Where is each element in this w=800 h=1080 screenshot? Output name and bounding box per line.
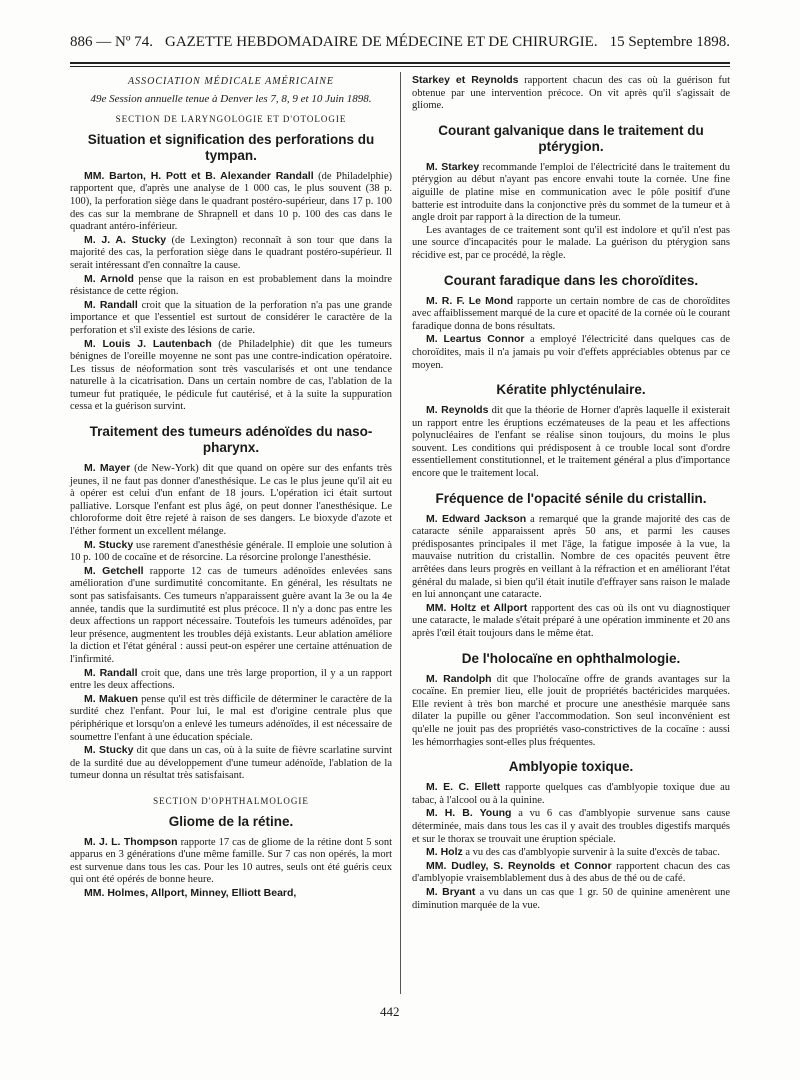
page-label: 886 — Nº 74. [70, 34, 153, 50]
speaker-names: M. Randolph [426, 672, 492, 685]
paragraph: M. Bryant a vu dans un cas que 1 gr. 50 de quinine amenèrent une diminution marquée de la vue. [412, 885, 731, 911]
paragraph: M. J. A. Stucky (de Lexington) reconnaît à son tour que dans la majorité des cas, la perforation siège dans le quadrant postéro-supérieur. Il serait intéressant d'en connaître la cause. [70, 233, 392, 271]
paragraph: M. Holz a vu des cas d'amblyopie survenir à la suite d'excès de tabac. [426, 846, 720, 859]
section-heading: SECTION D'OPHTHALMOLOGIE [153, 795, 309, 806]
article-title: Amblyopie toxique. [508, 759, 634, 775]
paragraph: M. Mayer (de New-York) dit que quand on opère sur des enfants très jeunes, il ne faut pas donner d'anesthésique. Le cas le plus jeune qu'il ait eu à opérer est celui d'un enfant de 18 jours. L'opération ici était surtout palliative. Lorsque l'enfant est plus âgé, on peut donner l'anesthésique. Le chloroforme doit être rejeté à raison de ses dangers. Le bioxyde d'azote et l'éther forment un excellent mélange. [70, 462, 392, 538]
paragraph: M. Randall croit que la situation de la perforation n'a pas une grande importance et que l'essentiel est surtout de considérer le caractère de la perforation et s'il existe des lésions de carie. [70, 298, 392, 336]
article-title: Traitement des tumeurs adénoïdes du naso-pharynx. [89, 424, 373, 456]
paragraph: MM. Barton, H. Pott et B. Alexander Randall (de Philadelphie) rapportent que, d'après une analyse de 1 000 cas, le plus souvent (38 p. 100), la perforation siège dans le quadrant postéro-supérieur, dans 17 p. 100 des cas sur la membrane de Shrapnell et dans 10 p. 100 des cas dans le quadrant antéro-inférieur. [70, 169, 392, 233]
association-title: ASSOCIATION MÉDICALE AMÉRICAINE [128, 76, 334, 87]
section-heading: SECTION DE LARYNGOLOGIE ET D'OTOLOGIE [115, 114, 347, 125]
speaker-names: Starkey et Reynolds [412, 74, 519, 86]
speaker-names: M. Stucky [84, 744, 134, 757]
speaker-names: M. Makuen [84, 692, 139, 705]
running-header [70, 34, 730, 58]
paragraph: Les avantages de ce traitement sont qu'il est indolore et qu'il n'est pas une source d'incapacités pour le malade. La guérison du ptérygion sans récidive est, par ce procédé, la règle. [412, 224, 730, 261]
paragraph: M. Stucky use rarement d'anesthésie générale. Il emploie une solution à 10 p. 100 de cocaïne et de résorcine. La résorcine prolonge l'anesthésie. [70, 538, 393, 564]
speaker-names: MM. Holtz et Allport [426, 601, 528, 614]
column-divider [400, 72, 401, 994]
issue-date: 15 Septembre 1898. [609, 34, 730, 50]
paragraph: Starkey et Reynolds rapportent chacun des cas où la guérison fut obtenue par une intervention précoce. On vit après qu'il s'agissait de gliome. [412, 74, 730, 112]
article-title: Gliome de la rétine. [168, 813, 294, 829]
speaker-names: M. Getchell [84, 564, 144, 577]
speaker-names: M. Reynolds [426, 404, 489, 417]
paragraph: M. Reynolds dit que la théorie de Horner d'après laquelle il existerait un rapport entre les éruptions eczémateuses de la peau et les affections polynucléaires de l'enfant se réalise sinon toujours, du moins le plus souvent. Les conditions qui prédisposent à ce trouble local sont d'ordre essentiellement constitutionnel, et le traitement général a plus d'importance encore que le traitement local. [412, 404, 731, 480]
article-title: De l'holocaïne en ophthalmologie. [461, 650, 681, 666]
left-column [70, 74, 392, 900]
speaker-names: M. R. F. Le Mond [426, 294, 514, 307]
paragraph: M. E. C. Ellett rapporte quelques cas d'amblyopie toxique due au tabac, à l'alcool ou à la quinine. [412, 781, 730, 806]
right-column [412, 74, 730, 912]
paragraph: M. Randall croit que, dans une très large proportion, il y a un rapport entre les deux affections. [70, 666, 392, 692]
paragraph: M. Makuen pense qu'il est très difficile de déterminer le caractère de la surdité chez l'enfant. Pour lui, le mal est d'origine centrale plus que périphérique et lorsqu'on a enlevé les tumeurs adénoïdes, il est nécessaire de soumettre l'enfant à une éducation spéciale. [70, 692, 392, 743]
article-title: Kératite phlycténulaire. [496, 382, 646, 398]
article-title: Courant galvanique dans le traitement du ptérygion. [438, 122, 704, 154]
paragraph [70, 887, 392, 901]
speaker-names: M. Randall [84, 298, 138, 311]
speaker-names: M. E. C. Ellett [426, 781, 501, 794]
journal-title: GAZETTE HEBDOMADAIRE DE MÉDECINE ET DE CHIRURGIE. [164, 34, 598, 50]
paragraph: M. R. F. Le Mond rapporte un certain nombre de cas de choroïdites avec affaiblissement marqué de la cure et opacité de la cornée où le courant faradique donna de bons résultats. [412, 294, 730, 332]
speaker-names: M. Stucky [84, 538, 134, 551]
article-title: Situation et signification des perforations du tympan. [87, 131, 375, 163]
speaker-names: M. H. B. Young [426, 807, 512, 820]
speaker-names: M. Randall [84, 666, 138, 679]
paragraph: M. Starkey recommande l'emploi de l'électricité dans le traitement du ptérygion au début n'ayant pas encore envahi toute la cornée. Une fine aiguille de platine mise en communication avec le pôle positif d'une batterie est introduite dans la conjonctive près du sommet de la tumeur et à angle droit par rapport à la direction de la tumeur. [412, 160, 731, 224]
speaker-names: MM. Barton, H. Pott et B. Alexander Randall [84, 169, 314, 182]
paragraph: M. Arnold pense que la raison en est probablement dans la moindre résistance de cette région. [70, 272, 392, 298]
speaker-names: M. Starkey [426, 160, 480, 173]
speaker-names: M. Mayer [84, 462, 131, 475]
paragraph: MM. Holtz et Allport rapportent des cas où ils ont vu diagnostiquer une cataracte, le malade s'était préparé à une opération imminente et 20 ans après l'œil était toujours dans le même état. [412, 601, 730, 639]
speaker-names: M. Bryant [426, 885, 476, 898]
paragraph: M. Getchell rapporte 12 cas de tumeurs adénoïdes enlevées sans amélioration d'une surdimutité concomitante. En général, les résultats ne sont pas satisfaisants. Ces tumeurs n'apparaissent guère avant la 3e ou la 4e année, tandis que la surdimutité est plus précoce. Il n'y a donc pas entre les deux affections un rapport nécessaire. Toutefois les tumeurs adénoïdes, par leur présence, augmentent les troubles déjà existants. Leur ablation améliore la diction et l'état général : aussi peut-on espérer une certaine atténuation de l'infirmité. [70, 564, 393, 665]
paragraph: MM. Dudley, S. Reynolds et Connor rapportent chacun des cas d'amblyopie vraisemblablement dus à des abus de thé ou de café. [412, 859, 730, 885]
paragraph: M. H. B. Young a vu 6 cas d'amblyopie survenue sans cause déterminée, mais dans tous les cas il y avait des troubles digestifs marqués et sur le thorax se trouvait une éruption spéciale. [412, 807, 730, 845]
speaker-names: M. Holz [426, 846, 463, 859]
speaker-names: M. Leartus Connor [426, 333, 525, 346]
article-title: Fréquence de l'opacité sénile du cristallin. [435, 490, 707, 506]
paragraph: M. Randolph dit que l'holocaïne offre de grands avantages sur la cocaïne. En premier lieu, elle jouit de propriétés bactéricides marquées. Elle revient à très bon marché et procure une anesthésie marquée sans dilater la pupille ou gêner l'accommodation. Son seul inconvénient est qu'elle ne jouit pas des propriétés vaso-constrictives de la cocaïne : aussi les hémorrhagies sont-elles plus fréquentes. [412, 672, 730, 748]
paragraph: M. Leartus Connor a employé l'électricité dans quelques cas de choroïdites, mais il n'a jamais pu voir d'effets appréciables obtenus par ce moyen. [412, 333, 730, 371]
speaker-names: MM. Holmes, Allport, Minney, Elliott Beard, [84, 886, 297, 899]
session-line: 49e Session annuelle tenue à Denver les 7, 8, 9 et 10 Juin 1898. [90, 92, 372, 105]
speaker-names: M. Arnold [84, 272, 134, 285]
page-number: 442 [380, 1004, 400, 1019]
speaker-names: M. Edward Jackson [426, 512, 527, 525]
header-rule [70, 62, 730, 64]
paragraph: M. Louis J. Lautenbach (de Philadelphie) dit que les tumeurs bénignes de l'oreille moyenne ne sont pas une contre-indication opératoire. Les tissus de néoformation sont très vascularisés et ont une tendance naturelle à la cicatrisation. Dans un certain nombre de cas, l'ablation de la tumeur fut pratiquée, le pédicule fut cautérisé, et à la suite la suppuration cessa et la guérison survint. [70, 337, 392, 413]
speaker-names: M. Louis J. Lautenbach [84, 337, 212, 350]
speaker-names: MM. Dudley, S. Reynolds et Connor [426, 859, 612, 872]
paragraph: M. J. L. Thompson rapporte 17 cas de gliome de la rétine dont 5 sont apparus en 3 générations d'une même famille. Sur 7 cas non opérés, la mort est survenue dans tous les cas. Pour les 10 autres, seuls ont été guéris ceux qui ont été opérés de bonne heure. [70, 835, 392, 886]
article-title: Courant faradique dans les choroïdites. [443, 272, 699, 288]
speaker-names: M. J. A. Stucky [84, 233, 167, 246]
header-rule-thin [70, 66, 730, 67]
speaker-names: M. J. L. Thompson [84, 835, 178, 848]
paragraph: M. Stucky dit que dans un cas, où à la suite de fièvre scarlatine survint de la surdité due au développement d'une tumeur adénoïde, l'ablation de la tumeur donna un résultat très satisfaisant. [70, 744, 392, 782]
paragraph: M. Edward Jackson a remarqué que la grande majorité des cas de cataracte sénile apparaissent après 50 ans, et parmi les causes prédisposantes principales il met l'âge, la fatigue imposée à la vue, la mauvaise nutrition du cristallin. Nombre de ces opacités peuvent être arrêtées dans leurs progrès en veillant à la réfraction et en améliorant l'état général du malade, si bien qu'il était inutile d'effrayer sans raison le malade en lui annonçant une cataracte. [412, 512, 730, 601]
